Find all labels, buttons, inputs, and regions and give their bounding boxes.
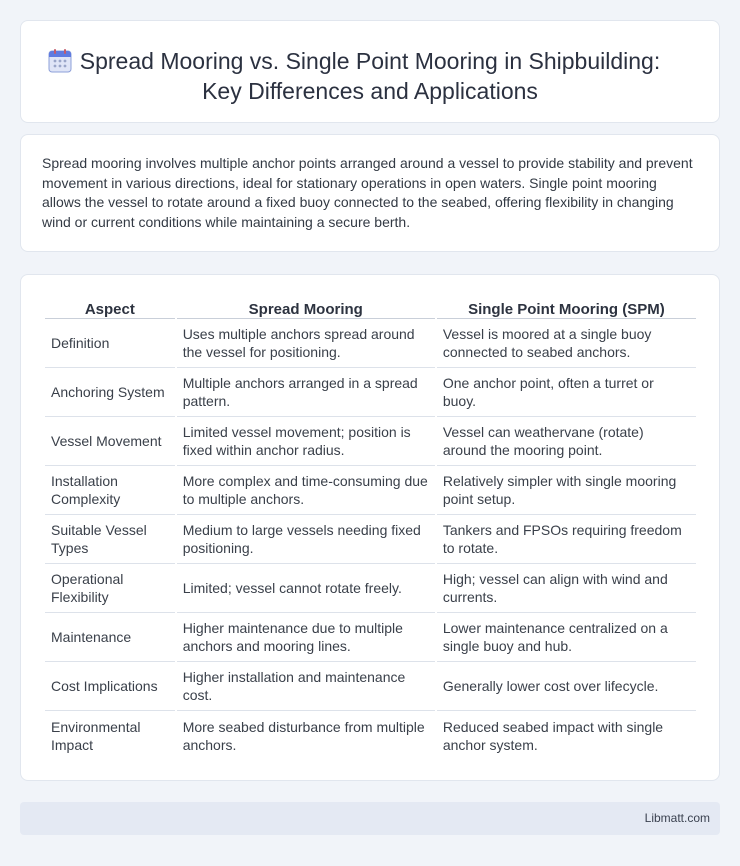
table-row — [45, 564, 696, 613]
header-aspect: Aspect — [45, 297, 175, 319]
header-spread-mooring: Spread Mooring — [177, 297, 435, 319]
header-spm: Single Point Mooring (SPM) — [437, 297, 696, 319]
table-row — [45, 417, 696, 466]
aspect-cell: Maintenance — [45, 613, 175, 662]
title-card — [20, 20, 720, 123]
table-row — [45, 515, 696, 564]
spread-cell: Higher installation and maintenance cost. — [177, 662, 435, 711]
spread-cell: Medium to large vessels needing fixed positioning. — [177, 515, 435, 564]
spread-cell: More seabed disturbance from multiple anchors. — [182, 718, 425, 753]
aspect-cell: Suitable Vessel Types — [45, 515, 175, 564]
table-row — [45, 466, 696, 515]
footer-bar — [20, 802, 720, 835]
aspect-cell: Vessel Movement — [45, 417, 175, 466]
aspect-cell: Operational Flexibility — [45, 564, 175, 613]
page-title-line-2: Key Differences and Applications — [202, 78, 538, 104]
spread-cell: Higher maintenance due to multiple anchors and mooring lines. — [177, 613, 435, 662]
footer-site-link[interactable]: Libmatt.com — [644, 811, 710, 825]
aspect-cell: Anchoring System — [45, 368, 175, 417]
table-row — [45, 662, 696, 711]
intro-card — [20, 134, 720, 252]
spread-cell: Limited; vessel cannot rotate freely. — [177, 564, 435, 613]
spm-cell: Lower maintenance centralized on a single buoy and hub. — [437, 613, 696, 662]
comparison-card — [20, 274, 720, 781]
spm-cell: High; vessel can align with wind and currents. — [437, 564, 696, 613]
comparison-table — [43, 297, 698, 760]
spread-cell: Uses multiple anchors spread around the vessel for positioning. — [177, 319, 435, 368]
table-row — [45, 613, 696, 662]
table-row — [45, 368, 696, 417]
spread-cell: Limited vessel movement; position is fixed within anchor radius. — [177, 417, 435, 466]
spm-cell: Generally lower cost over lifecycle. — [437, 662, 696, 711]
spm-cell: One anchor point, often a turret or buoy. — [437, 368, 696, 417]
intro-paragraph: Spread mooring involves multiple anchor points arranged around a vessel to provide stability and prevent movement in various directions, ideal for stationary operations in open waters. Single point mooring allows the vessel to rotate around a fixed buoy connected to the seabed, offering flexibility in changing wind or current conditions while maintaining a secure berth. — [42, 155, 693, 230]
page-title — [21, 46, 719, 106]
table-row — [45, 711, 696, 760]
page-title-line-1: Spread Mooring vs. Single Point Mooring in Shipbuilding: — [79, 48, 661, 74]
spm-cell: Tankers and FPSOs requiring freedom to rotate. — [437, 515, 696, 564]
aspect-cell: Environmental Impact — [51, 718, 141, 753]
aspect-cell: Cost Implications — [45, 662, 175, 711]
spread-cell: More complex and time-consuming due to multiple anchors. — [177, 466, 435, 515]
spm-cell: Reduced seabed impact with single anchor system. — [442, 718, 664, 753]
aspect-cell: Installation Complexity — [45, 466, 175, 515]
spm-cell: Vessel can weathervane (rotate) around the mooring point. — [437, 417, 696, 466]
aspect-cell: Definition — [45, 319, 175, 368]
spm-cell: Relatively simpler with single mooring point setup. — [437, 466, 696, 515]
table-row — [45, 319, 696, 368]
table-header-row — [45, 297, 696, 319]
spread-cell: Multiple anchors arranged in a spread pattern. — [177, 368, 435, 417]
spm-cell: Vessel is moored at a single buoy connected to seabed anchors. — [437, 319, 696, 368]
